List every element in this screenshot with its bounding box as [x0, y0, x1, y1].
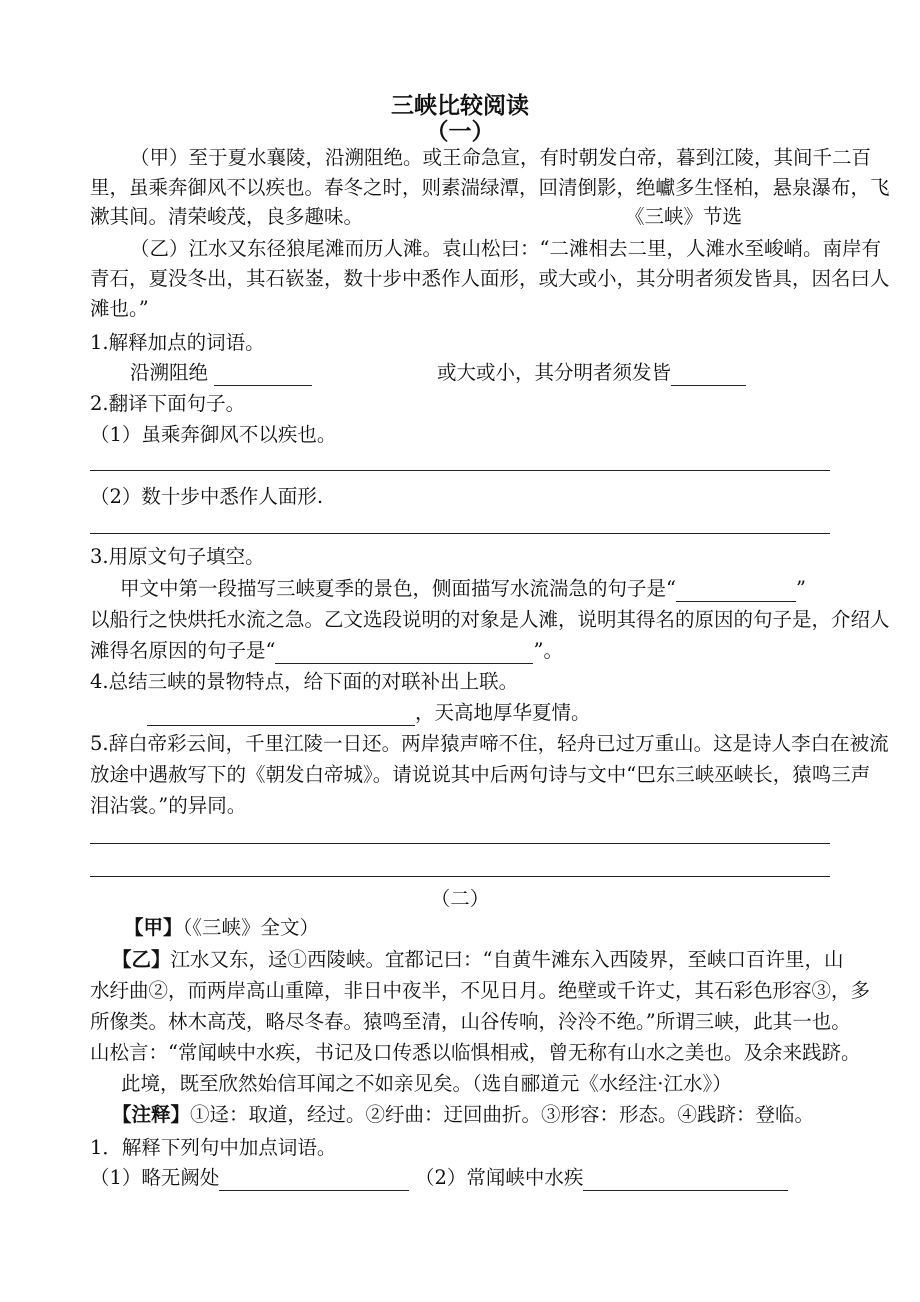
passage2-yi-line: 所像类。林木高茂，略尽冬春。猿鸣至清，山谷传响，泠泠不绝。”所谓三峡，此其一也。: [90, 1010, 851, 1033]
answer-line[interactable]: [90, 876, 830, 877]
q4-couplet: [147, 700, 887, 726]
question-4: 4.总结三峡的景物特点，给下面的对联补出上联。: [90, 670, 519, 693]
label-jia: 【甲】: [124, 916, 183, 939]
notes-text: ①迳：取道，经过。②纡曲：迂回曲折。③形容：形态。④践跻：登临。: [190, 1103, 815, 1126]
question-2: 2.翻译下面句子。: [90, 392, 246, 415]
answer-blank[interactable]: [275, 643, 533, 664]
part2-q1-item-b: [415, 1165, 795, 1191]
page-title: 三峡比较阅读: [391, 93, 529, 119]
question-3: 3.用原文句子填空。: [90, 545, 265, 568]
notes: [112, 1102, 852, 1128]
question-5-line: 泪沾裳。”的异同。: [90, 794, 247, 817]
q3-line-3: [90, 638, 830, 664]
q1-item-a-text: 沿溯阻绝: [130, 361, 209, 384]
q1-item-b-text: （2）常闻峡中水疾: [415, 1166, 584, 1189]
quote-mark: ”。: [533, 639, 563, 662]
passage-jia-line: 里，虽乘奔御风不以疾也。春冬之时，则素湍绿潭，回清倒影，绝巘多生怪柏，悬泉瀑布，飞: [90, 176, 890, 199]
q2-item-1: （1）虽乘奔御风不以疾也。: [90, 423, 337, 446]
q3-line-2: 以船行之快烘托水流之急。乙文选段说明的对象是人滩，说明其得名的原因的句子是，介绍人: [90, 608, 890, 631]
answer-line[interactable]: [90, 533, 830, 534]
answer-blank[interactable]: [676, 581, 796, 602]
passage-jia-line: 漱其间。清荣峻茂，良多趣味。: [90, 205, 364, 228]
passage-jia-line: （甲）至于夏水襄陵，沿溯阻绝。或王命急宣，有时朝发白帝，暮到江陵，其间千二百: [130, 146, 872, 169]
passage2-jia: [124, 915, 864, 941]
q1-item-b: [437, 360, 777, 386]
q3-line-1: [120, 576, 860, 602]
q1-item-b-text: 或大或小，其分明者须发皆: [437, 361, 672, 384]
passage-source: 《三峡》节选: [625, 205, 743, 228]
passage-yi-line: 青石，夏没冬出，其石嵚崟，数十步中悉作人面形，或大或小，其分明者须发皆具，因名曰人: [90, 267, 890, 290]
passage-yi-line: 滩也。”: [90, 297, 149, 320]
answer-line[interactable]: [90, 843, 830, 844]
passage2-yi-line: 水纡曲②，而两岸高山重障，非日中夜半，不见日月。绝壁或千许丈，其石彩色形容③，多: [90, 979, 871, 1002]
answer-blank[interactable]: [147, 705, 415, 726]
passage2-yi-line: 山松言：“常闻峡中水疾，书记及口传悉以临惧相戒，曾无称有山水之美也。及余来践跻。: [90, 1041, 861, 1064]
q1-item-a: [130, 360, 330, 386]
label-notes: 【注释】: [112, 1103, 191, 1126]
section-heading-1: （一）: [425, 119, 495, 145]
answer-blank[interactable]: [583, 1170, 788, 1191]
q1-item-a-text: （1）略无阙处: [90, 1166, 220, 1189]
answer-line[interactable]: [90, 470, 830, 471]
passage-yi-line: （乙）江水又东径狼尾滩而历人滩。袁山松曰：“二滩相去二里，人滩水至峻峭。南岸有: [130, 237, 881, 260]
yi-text: 江水又东，迳①西陵峡。宜都记曰：“自黄牛滩东入西陵界，至峡口百许里，山: [170, 948, 844, 971]
quote-mark: ”: [795, 577, 806, 600]
q2-item-2: （2）数十步中悉作人面形.: [90, 485, 324, 508]
answer-blank[interactable]: [219, 1170, 409, 1191]
part2-question-1: 1．解释下列句中加点词语。: [90, 1136, 337, 1159]
q3-text: 甲文中第一段描写三峡夏季的景色，侧面描写水流湍急的句子是“: [120, 577, 676, 600]
couplet-text: ，天高地厚华夏情。: [415, 701, 591, 724]
question-1: 1.解释加点的词语。: [90, 331, 265, 354]
label-yi: 【乙】: [112, 948, 171, 971]
answer-blank[interactable]: [671, 365, 746, 386]
question-5-line: 放途中遇赦写下的《朝发白帝城》。请说说其中后两句诗与文中“巴东三峡巫峡长，猿鸣三声: [90, 763, 871, 786]
q3-text: 滩得名原因的句子是“: [90, 639, 276, 662]
section-heading-2: （二）: [430, 887, 490, 910]
passage2-yi-line: 此境，既至欣然始信耳闻之不如亲见矣。（选自郦道元《水经注·江水》）: [121, 1072, 732, 1095]
answer-blank[interactable]: [214, 365, 312, 386]
question-5-line: 5.辞白帝彩云间，千里江陵一日还。两岸猿声啼不住，轻舟已过万重山。这是诗人李白在被流: [90, 732, 889, 755]
jia-text: （《三峡》全文）: [182, 916, 320, 939]
passage2-yi-line: [112, 947, 844, 973]
